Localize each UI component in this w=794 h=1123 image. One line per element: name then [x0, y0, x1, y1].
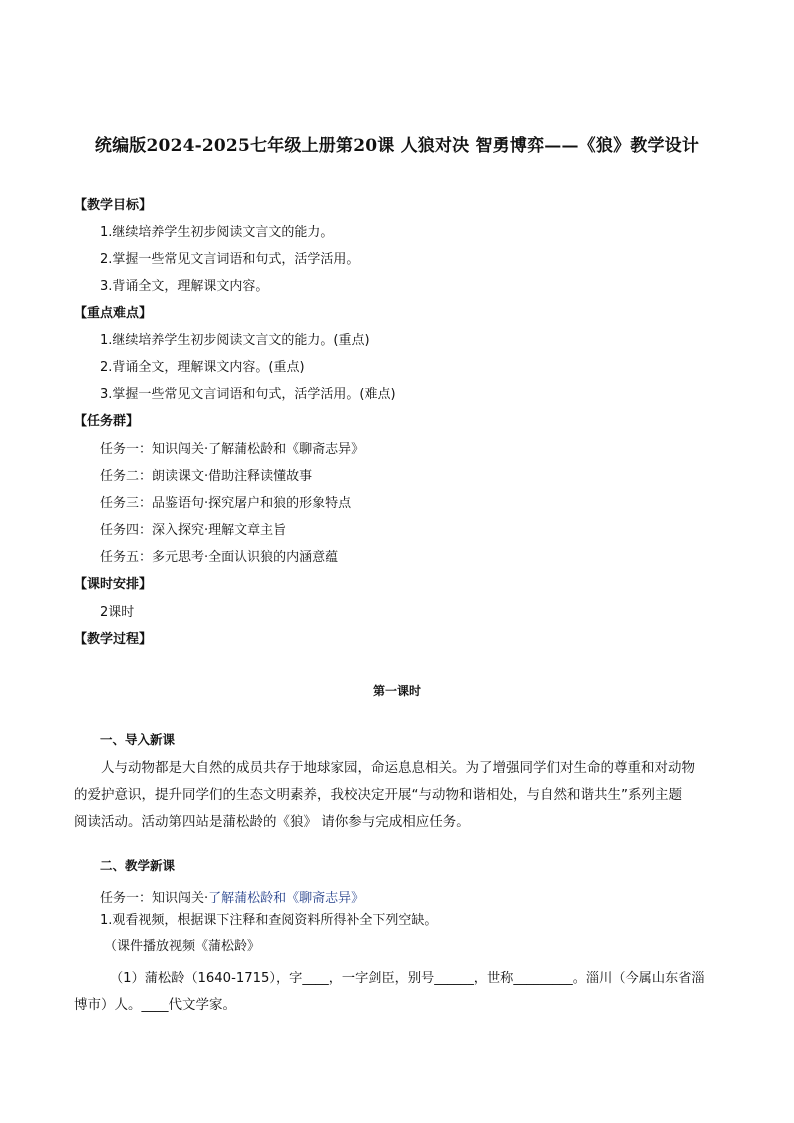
- video-note: （课件播放视频《蒲松龄》: [104, 939, 261, 954]
- intro-line: 的爱护意识，提升同学们的生态文明素养，我校决定开展“与动物和谐相处，与自然和谐共生”系列主题: [74, 787, 682, 803]
- goal-item: 3.背诵全文，理解课文内容。: [100, 279, 269, 294]
- task-item: 任务五：多元思考·全面认识狼的内涵意蕴: [100, 550, 339, 565]
- goal-item: 1.继续培养学生初步阅读文言文的能力。: [100, 225, 334, 240]
- key-points-heading: 【重点难点】: [74, 306, 153, 321]
- task1-prefix: 任务一：知识闯关·: [100, 891, 209, 906]
- step1-text: 1.观看视频，根据课下注释和查阅资料所得补全下列空缺。: [100, 913, 438, 928]
- period-title: 第一课时: [372, 684, 421, 698]
- tasks-heading: 【任务群】: [74, 414, 140, 429]
- fill-blank-line: 博市）人。____代文学家。: [74, 997, 236, 1013]
- part1-heading: 一、导入新课: [100, 732, 176, 747]
- key-point-item: 1.继续培养学生初步阅读文言文的能力。(重点): [100, 333, 370, 348]
- part2-heading: 二、教学新课: [100, 858, 176, 873]
- task1-highlight: 了解蒲松龄和《聊斋志异》: [208, 891, 365, 906]
- schedule-heading: 【课时安排】: [74, 577, 153, 592]
- document-title: 统编版2024-2025七年级上册第20课 人狼对决 智勇博弈——《狼》教学设计: [94, 136, 700, 156]
- fill-blank-line: （1）蒲松龄（1640-1715），字____，一字剑臣，别号______，世称_________。淄川（今属山东省淄: [110, 971, 705, 986]
- task1-line: [100, 887, 364, 906]
- process-heading: 【教学过程】: [74, 632, 153, 647]
- task-item: 任务一：知识闯关·了解蒲松龄和《聊斋志异》: [100, 442, 365, 457]
- task-item: 任务二：朗读课文·借助注释读懂故事: [100, 469, 313, 484]
- goal-item: 2.掌握一些常见文言词语和句式，活学活用。: [100, 252, 360, 267]
- intro-line: 阅读活动。活动第四站是蒲松龄的《狼》 请你参与完成相应任务。: [74, 814, 470, 830]
- intro-line: 人与动物都是大自然的成员共存于地球家园，命运息息相关。为了增强同学们对生命的尊重和对动物: [101, 760, 695, 776]
- key-point-item: 2.背诵全文，理解课文内容。(重点): [100, 360, 305, 375]
- goals-heading: 【教学目标】: [74, 198, 153, 213]
- key-point-item: 3.掌握一些常见文言词语和句式，活学活用。(难点): [100, 387, 396, 402]
- task-item: 任务四：深入探究·理解文章主旨: [100, 523, 287, 538]
- intro-paragraph: [74, 755, 724, 836]
- task-item: 任务三：品鉴语句·探究屠户和狼的形象特点: [100, 496, 352, 511]
- schedule-value: 2课时: [100, 605, 135, 620]
